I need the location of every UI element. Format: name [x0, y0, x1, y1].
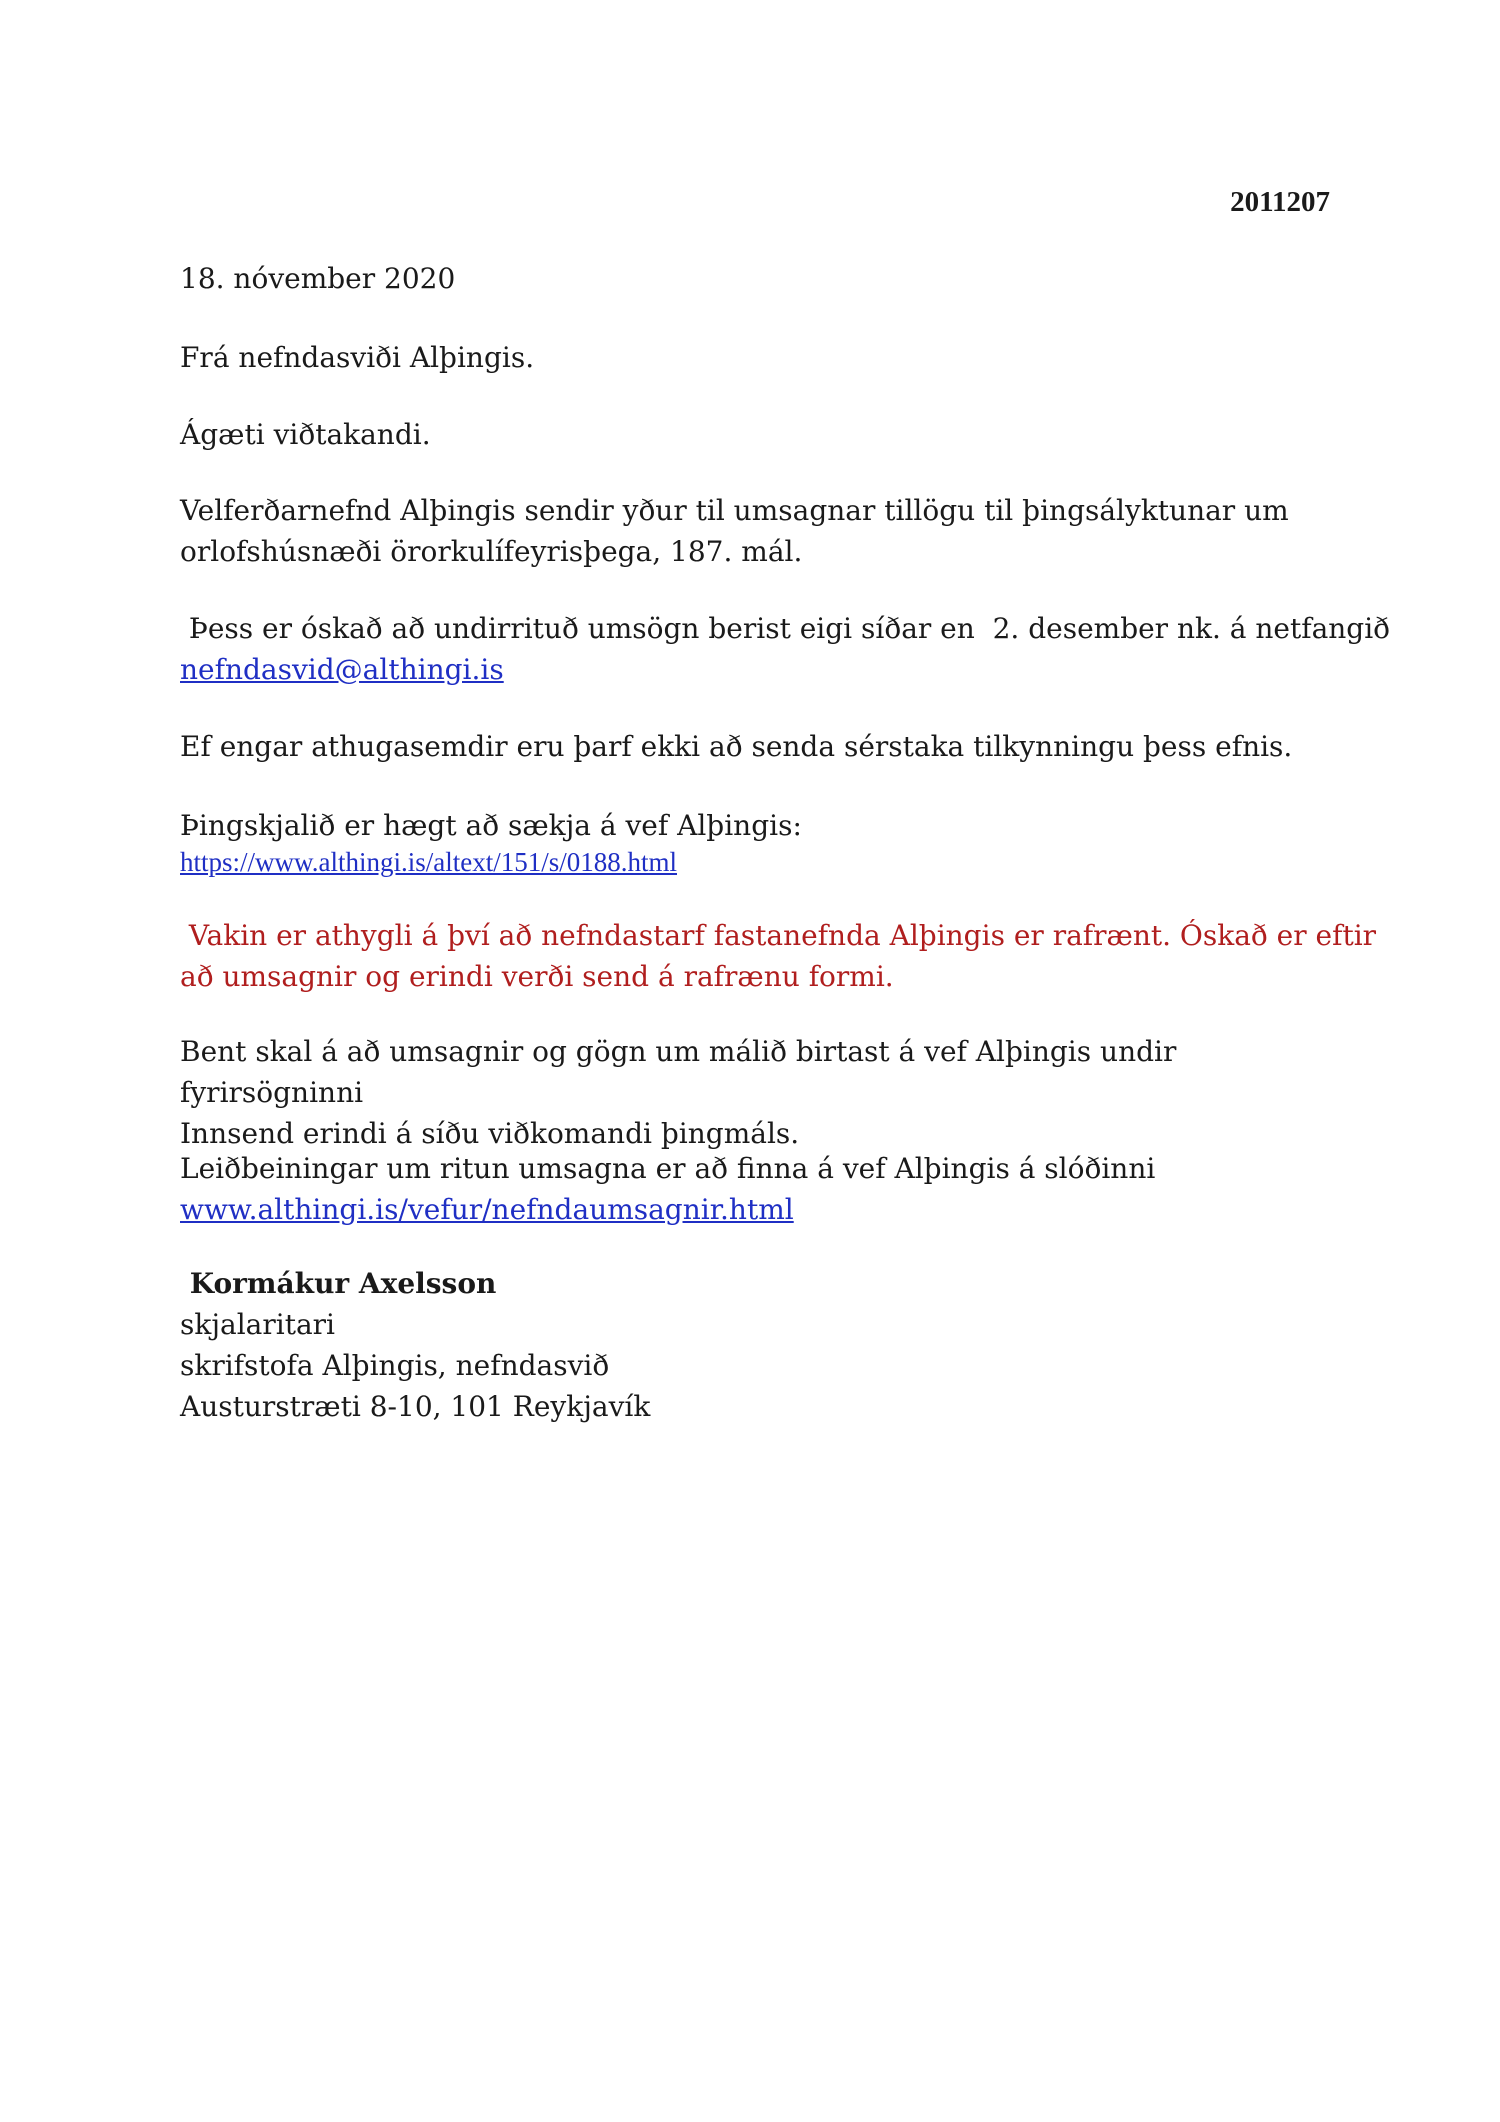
paragraph-line: Leiðbeiningar um ritun umsagna er að finna á vef Alþingis á slóðinni: [180, 1152, 1156, 1185]
paragraph-guidelines: [180, 1148, 1350, 1230]
paragraph-line: að umsagnir og erindi verði send á rafrænu formi.: [180, 960, 894, 993]
paragraph-line: Innsend erindi á síðu viðkomandi þingmáls.: [180, 1117, 800, 1150]
paragraph-line: Bent skal á að umsagnir og gögn um málið birtast á vef Alþingis undir fyrirsögninni: [180, 1035, 1177, 1109]
document-url-link[interactable]: https://www.althingi.is/altext/151/s/0188.html: [180, 847, 677, 877]
paragraph-request: [180, 490, 1350, 572]
paragraph-publication: [180, 1031, 1350, 1154]
paragraph-line: orlofshúsnæði örorkulífeyrisþega, 187. mál.: [180, 535, 803, 568]
paragraph-document-link: [180, 805, 1350, 878]
letter-from: Frá nefndasviði Alþingis.: [180, 341, 535, 374]
signature-block: [180, 1263, 1350, 1427]
letter-date: 18. nóvember 2020: [180, 262, 456, 295]
paragraph-line: Vakin er athygli á því að nefndastarf fastanefnda Alþingis er rafrænt. Óskað er eftir: [180, 919, 1377, 952]
paragraph-line: Þess er óskað að undirrituð umsögn berist eigi síðar en 2. desember nk. á netfangið: [180, 612, 1391, 645]
paragraph-line: Velferðarnefnd Alþingis sendir yður til umsagnar tillögu til þingsályktunar um: [180, 494, 1289, 527]
signature-office: skrifstofa Alþingis, nefndasvið: [180, 1349, 610, 1382]
paragraph-no-comments: Ef engar athugasemdir eru þarf ekki að senda sérstaka tilkynningu þess efnis.: [180, 730, 1293, 763]
signature-name: Kormákur Axelsson: [180, 1267, 497, 1300]
signature-address: Austurstræti 8-10, 101 Reykjavík: [180, 1390, 651, 1423]
letter-greeting: Ágæti viðtakandi.: [180, 418, 431, 451]
paragraph-line: Þingskjalið er hægt að sækja á vef Alþingis:: [180, 809, 802, 842]
document-number: 2011207: [1230, 186, 1330, 218]
paragraph-deadline: [180, 608, 1391, 690]
guidelines-url-link[interactable]: www.althingi.is/vefur/nefndaumsagnir.html: [180, 1193, 794, 1226]
email-link[interactable]: nefndasvid@althingi.is: [180, 653, 504, 686]
signature-title: skjalaritari: [180, 1308, 335, 1341]
paragraph-electronic-notice: [180, 915, 1377, 997]
